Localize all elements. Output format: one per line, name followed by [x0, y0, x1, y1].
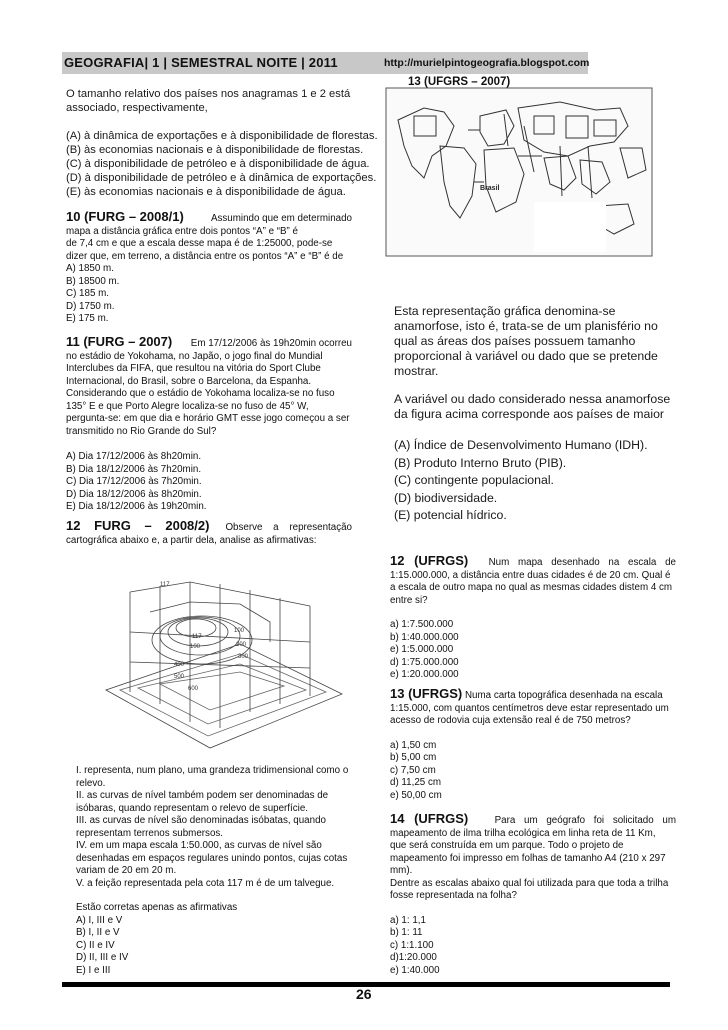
q10-option-c: C) 185 m. [66, 288, 110, 299]
q11-lead: Em 17/12/2006 às 19h20min ocorreu [190, 338, 352, 349]
q13-ufrgs-line: acesso de rodovia cuja extensão real é de 750 metros? [390, 715, 631, 726]
q11-line: 135° E e que Porto Alegre localiza-se no fuso de 45° W, [66, 400, 309, 412]
q12-ufrgs-line: a escala de outro mapa no qual as mesmas cidades distem 4 cm [390, 582, 673, 593]
question-12-furg [66, 520, 352, 547]
q10-option-d: D) 1750 m. [66, 300, 115, 312]
q13-ufrgs-option-a: a) 1,50 cm [390, 739, 437, 751]
contour-label: 300 [238, 654, 249, 660]
q11-line: pergunta-se: em que dia e horário GMT esse jogo começou a ser [66, 413, 350, 424]
q13-ufrgs-line: 1:15.000, com quantos centímetros deve estar representado um [390, 702, 669, 714]
q11-option-c: C) Dia 17/12/2006 às 7h20min. [66, 476, 202, 487]
contour-label: 117 [192, 634, 202, 640]
q13-2007-line: anamorfose, isto é, trata-se de um planisfério no [394, 319, 658, 333]
q12-furg-statement: variam de 20 em 20 m. [76, 865, 177, 876]
contour-label: 100 [190, 644, 201, 650]
q12-furg-prompt: Estão corretas apenas as afirmativas [76, 902, 238, 913]
q14-ufrgs-title: 14 (UFRGS) [390, 811, 469, 826]
q12-ufrgs-line: 1:15.000.000, a distância entre duas cidades é de 20 cm. Qual é [390, 569, 671, 581]
q11-option-d: D) Dia 18/12/2006 às 8h20min. [66, 488, 202, 500]
q12-furg-statement: relevo. [76, 777, 106, 789]
question-13-ufrgs [390, 688, 676, 802]
q12-furg-statement: representam terrenos submersos. [76, 827, 224, 839]
anamorphosis-map [384, 86, 656, 262]
anagram-option-d: (D) à disponibilidade de petróleo e à dinâmica de exportações. [66, 172, 377, 184]
q12-furg-statement: I. representa, num plano, uma grandeza tridimensional como o [76, 765, 349, 776]
q14-ufrgs-line: mapeamento foi impresso em folhas de tamanho A4 (210 x 297 [390, 852, 666, 864]
q11-line: transmitido no Rio Grande do Sul? [66, 425, 217, 437]
q11-line: Interclubes da FIFA, que resultou na vitória do Sport Clube [66, 363, 321, 374]
q12-furg-option-b: B) I, II e V [76, 927, 120, 938]
q12-furg-statement: III. as curvas de nível são denominadas isóbatas, quando [76, 815, 326, 826]
anagram-option-a: (A) à dinâmica de exportações e à disponibilidade de florestas. [66, 130, 378, 142]
q13-2007-option-c: (C) contingente populacional. [394, 473, 554, 487]
q14-ufrgs-option-b: b) 1: 11 [390, 927, 423, 938]
q13-2007-heading: 13 (UFGRS – 2007) [408, 76, 511, 88]
q12-ufrgs-title: 12 (UFRGS) [390, 553, 469, 568]
q12-furg-statement: desenhadas em espaços regulares unindo pontos, cujas cotas [76, 852, 348, 864]
q12-furg-statement: II. as curvas de nível também podem ser denominadas de [76, 790, 329, 801]
q10-option-b: B) 18500 m. [66, 275, 120, 287]
question-11 [66, 336, 352, 514]
anagram-option-c: (C) à disponibilidade de petróleo e à disponibilidade de água. [66, 158, 370, 170]
q13-2007-text [394, 304, 676, 525]
q11-line: no estádio de Yokohama, no Japão, o jogo final do Mundial [66, 350, 323, 362]
q12-furg-option-a: A) I, III e V [76, 914, 123, 926]
anagram-stem: O tamanho relativo dos países nos anagramas 1 e 2 está associado, respectivamente, [66, 88, 351, 114]
q11-option-e: E) Dia 18/12/2006 às 19h20min. [66, 501, 207, 512]
q12-furg-line: cartográfica abaixo e, a partir dela, analise as afirmativas: [66, 534, 317, 546]
q11-title: 11 (FURG – 2007) [66, 334, 173, 349]
question-10 [66, 211, 352, 326]
q12-furg-statement: IV. em um mapa escala 1:50.000, as curvas de nível são [76, 840, 322, 851]
header-title: GEOGRAFIA| 1 | SEMESTRAL NOITE | 2011 [64, 55, 338, 70]
q10-line: mapa a distância gráfica entre dois pontos “A” e “B” é [66, 225, 298, 237]
q12-ufrgs-option-e: e) 1:20.000.000 [390, 669, 459, 680]
q13-ufrgs-option-b: b) 5,00 cm [390, 752, 437, 763]
q14-ufrgs-option-a: a) 1: 1,1 [390, 914, 426, 926]
q13-2007-option-e: (E) potencial hídrico. [394, 508, 507, 522]
q14-ufrgs-line: fosse representada na folha? [390, 890, 517, 901]
q14-ufrgs-option-c: c) 1:1.100 [390, 939, 434, 951]
anagram-option-e: (E) às economias nacionais e à disponibilidade de água. [66, 186, 346, 198]
q13-2007-line: proporcional à variável ou dado que se pretende [394, 349, 658, 363]
q12-furg-title: 12 FURG – 2008/2) [66, 518, 210, 533]
q12-furg-statement: V. a feição representada pela cota 117 m é de um talvegue. [76, 877, 335, 889]
q11-option-a: A) Dia 17/12/2006 às 8h20min. [66, 451, 202, 462]
contour-label: 400 [174, 662, 185, 668]
q13-ufrgs-title: 13 (UFRGS) [390, 686, 463, 701]
contour-label: 600 [188, 686, 199, 692]
q13-2007-question: da figura acima corresponde aos países de maior [394, 407, 664, 421]
q13-2007-question: A variável ou dado considerado nessa anamorfose [394, 392, 671, 406]
q10-option-a: A) 1850 m. [66, 263, 114, 274]
contour-block-diagram [90, 572, 350, 762]
q14-ufrgs-line: mapeamento de ilma trilha ecológica em linha reta de 11 Km, [390, 827, 656, 839]
q11-option-b: B) Dia 18/12/2006 às 7h20min. [66, 463, 202, 475]
header-url: http://murielpintogeografia.blogspot.com [384, 57, 590, 69]
q12-furg-statements [76, 765, 356, 977]
q12-ufrgs-lead: Num mapa desenhado na escala de [488, 557, 676, 568]
q13-2007-option-a: (A) Índice de Desenvolvimento Humano (IDH). [394, 438, 648, 452]
q13-ufrgs-option-e: e) 50,00 cm [390, 789, 442, 801]
q13-ufrgs-option-d: d) 11,25 cm [390, 777, 442, 788]
map-label-brasil: Brasil [480, 185, 500, 192]
q14-ufrgs-option-d: d)1:20.000 [390, 952, 437, 963]
q13-2007-option-d: (D) biodiversidade. [394, 490, 498, 505]
q10-line: dizer que, em terreno, a distância entre os pontos “A” e “B” é de [66, 250, 344, 262]
contour-label: 117 [160, 582, 170, 588]
question-14-ufrgs [390, 813, 676, 977]
q12-furg-option-c: C) II e IV [76, 939, 115, 951]
contour-label: 500 [174, 674, 185, 680]
q12-ufrgs-option-b: b) 1:40.000.000 [390, 631, 459, 643]
q14-ufrgs-option-e: e) 1:40.000 [390, 964, 440, 976]
anagram-question [66, 87, 384, 199]
q14-ufrgs-line: que será construída em um parque. Todo o projeto de [390, 840, 624, 851]
question-12-ufrgs [390, 555, 676, 682]
q12-furg-option-e: E) I e III [76, 964, 111, 976]
contour-label: 200 [236, 642, 247, 648]
q13-2007-line: qual as áreas dos países possuem tamanho [394, 334, 636, 348]
q12-ufrgs-option-d: d) 1:75.000.000 [390, 656, 459, 668]
q13-ufrgs-lead: Numa carta topográfica desenhada na escala [464, 690, 663, 701]
q13-ufrgs-option-c: c) 7,50 cm [390, 764, 436, 776]
q12-ufrgs-option-c: e) 1:5.000.000 [390, 644, 454, 655]
q13-2007-line: mostrar. [394, 364, 439, 378]
q13-2007-line: Esta representação gráfica denomina-se [394, 304, 616, 318]
q10-option-e: E) 175 m. [66, 313, 109, 324]
q14-ufrgs-line: mm). [390, 865, 413, 876]
q11-line: Internacional, do Brasil, sobre o Barcelona, da Espanha. [66, 375, 312, 387]
anagram-option-b: (B) às economias nacionais e à disponibilidade de florestas. [66, 144, 364, 156]
q12-furg-statement: isóbaras, quando representam o relevo de superfície. [76, 802, 308, 814]
q10-title: 10 (FURG – 2008/1) [66, 209, 184, 224]
contour-label: 100 [234, 628, 245, 634]
page-number: 26 [356, 986, 372, 1002]
q14-ufrgs-line: Dentre as escalas abaixo qual foi utilizada para que toda a trilha [390, 877, 669, 889]
q12-furg-lead: Observe a representação [225, 522, 352, 533]
q10-line: de 7,4 cm e que a escala desse mapa é de 1:25000, pode-se [66, 238, 333, 249]
q14-ufrgs-lead: Para um geógrafo foi solicitado um [494, 815, 676, 826]
q10-lead: Assumindo que em determinado [210, 213, 352, 224]
q11-line: Considerando que o estádio de Yokohama localiza-se no fuso [66, 388, 335, 399]
q12-ufrgs-option-a: a) 1:7.500.000 [390, 619, 454, 630]
q12-ufrgs-line: entre si? [390, 594, 428, 606]
q13-2007-option-b: (B) Produto Interno Bruto (PIB). [394, 455, 567, 470]
q12-furg-option-d: D) II, III e IV [76, 952, 129, 963]
